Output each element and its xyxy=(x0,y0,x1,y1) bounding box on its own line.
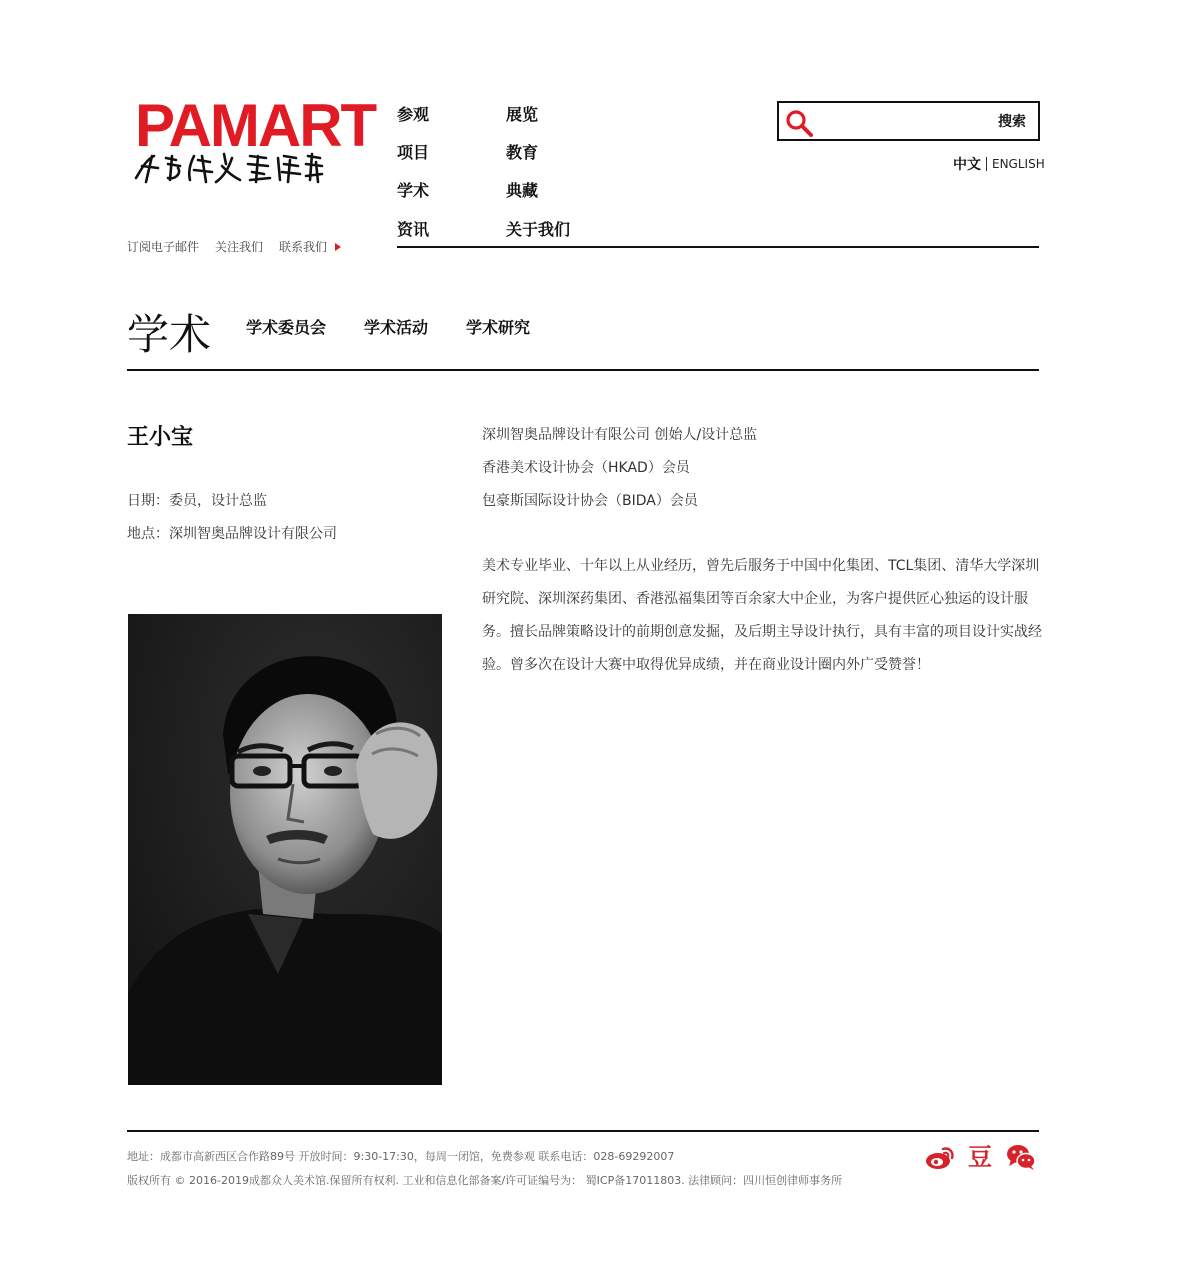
portrait-photo xyxy=(128,614,442,1085)
title-line-3: 包豪斯国际设计协会（BIDA）会员 xyxy=(482,493,698,509)
nav-divider xyxy=(397,246,1039,248)
nav-collection[interactable]: 典藏 xyxy=(506,181,539,200)
sub-links xyxy=(127,238,341,255)
search-button[interactable]: 搜索 xyxy=(998,114,1026,130)
member-date: 日期：委员，设计总监 xyxy=(127,493,267,509)
tab-academic-committee[interactable]: 学术委员会 xyxy=(246,318,327,337)
footer-copyright: 版权所有 © 2016-2019成都众人美术馆.保留所有权利. 工业和信息化部备案/许可证编号为： 蜀ICP备17011803. 法律顾问：四川恒创律师事务所 xyxy=(127,1174,843,1187)
title-line-2: 香港美术设计协会（HKAD）会员 xyxy=(482,460,690,476)
lang-separator xyxy=(986,157,987,171)
search-input[interactable] xyxy=(819,109,973,135)
follow-link[interactable]: 关注我们 xyxy=(215,240,264,254)
member-name: 王小宝 xyxy=(127,425,194,450)
language-switch xyxy=(953,154,1045,174)
section-title: 学术 xyxy=(127,310,212,359)
nav-news[interactable]: 资讯 xyxy=(397,220,430,239)
weibo-icon[interactable] xyxy=(925,1143,955,1171)
nav-projects[interactable]: 项目 xyxy=(397,143,430,162)
section-divider xyxy=(127,369,1039,371)
logo-calligraphy[interactable] xyxy=(132,150,324,184)
member-location: 地点：深圳智奥品牌设计有限公司 xyxy=(127,526,337,542)
nav-academic[interactable]: 学术 xyxy=(397,181,430,200)
tab-academic-activities[interactable]: 学术活动 xyxy=(364,318,429,337)
subscribe-link[interactable]: 订阅电子邮件 xyxy=(127,240,200,254)
member-bio: 美术专业毕业、十年以上从业经历，曾先后服务于中国中化集团、TCL集团、清华大学深圳研究院、深圳深药集团、香港泓福集团等百余家大中企业，为客户提供匠心独运的设计服务。擅长品牌策略设计的前期创意发掘，及后期主导设计执行，具有丰富的项目设计实战经验。曾多次在设计大赛中取得优异成绩，并在商业设计圈内外广受赞誉！ xyxy=(482,558,1042,673)
magnifier-icon[interactable] xyxy=(785,109,813,137)
nav-visit[interactable]: 参观 xyxy=(397,105,430,124)
lang-english[interactable]: ENGLISH xyxy=(992,157,1045,171)
nav-about[interactable]: 关于我们 xyxy=(506,220,571,239)
footer-address: 地址：成都市高新西区合作路89号 开放时间：9:30-17:30，每周一闭馆，免费参观 联系电话：028-69292007 xyxy=(127,1150,675,1163)
logo-wordmark[interactable]: PAMART xyxy=(135,92,376,159)
wechat-icon[interactable] xyxy=(1006,1143,1036,1171)
footer-divider xyxy=(127,1130,1039,1132)
douban-icon[interactable]: 豆 xyxy=(968,1143,992,1171)
lang-chinese[interactable]: 中文 xyxy=(953,157,981,173)
tab-academic-research[interactable]: 学术研究 xyxy=(466,318,531,337)
triangle-right-icon[interactable] xyxy=(335,243,341,251)
nav-education[interactable]: 教育 xyxy=(506,143,539,162)
title-line-1: 深圳智奥品牌设计有限公司 创始人/设计总监 xyxy=(482,427,758,443)
contact-link[interactable]: 联系我们 xyxy=(279,240,328,254)
nav-exhibitions[interactable]: 展览 xyxy=(506,105,539,124)
search-box xyxy=(777,101,1040,141)
